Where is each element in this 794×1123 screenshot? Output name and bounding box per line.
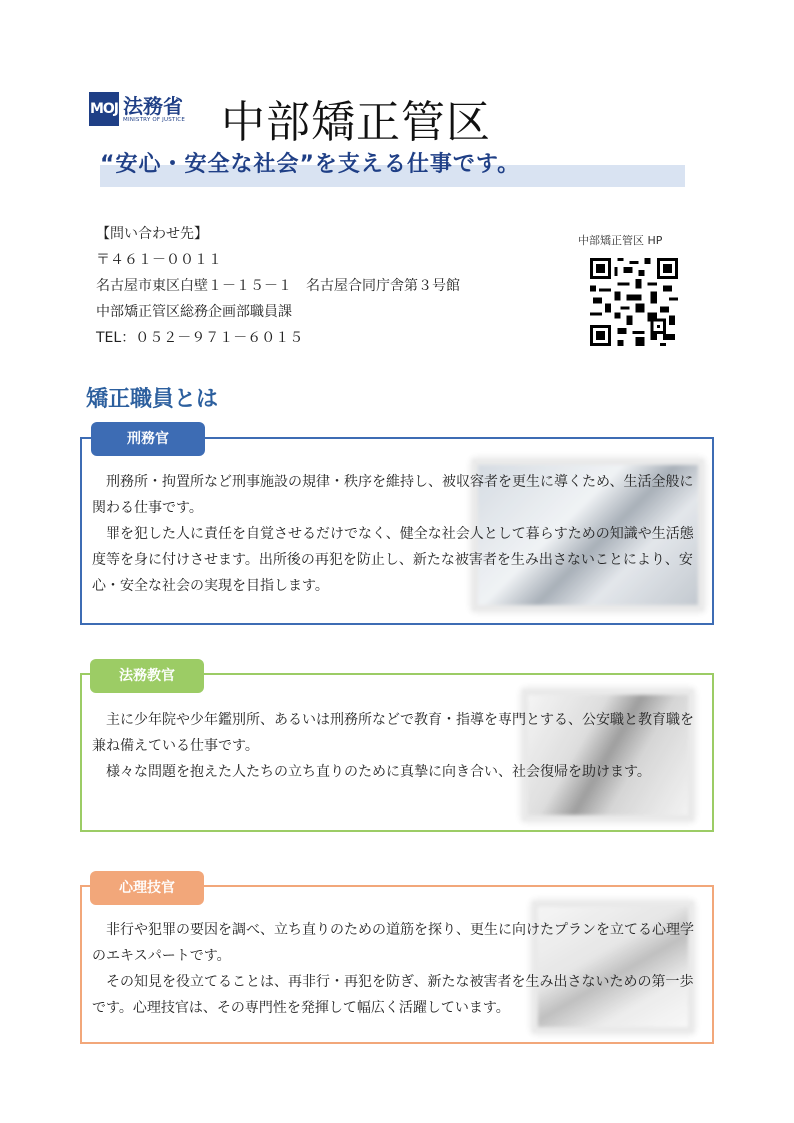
- contact-block: [96, 221, 460, 351]
- page-subtitle: “安心・安全な社会”を支える仕事です。: [100, 152, 521, 177]
- role-paragraph: 刑務所・拘置所など刑事施設の規律・秩序を維持し、被収容者を更生に導くため、生活全般に関わる仕事です。: [92, 474, 694, 516]
- moj-logo-name: 法務省: [123, 94, 183, 118]
- role-paragraph: その知見を役立てることは、再非行・再犯を防ぎ、新たな被害者を生み出さないための第一歩です。心理技官は、その専門性を発揮して幅広く活躍しています。: [92, 974, 694, 1016]
- role-paragraph: 主に少年院や少年鑑別所、あるいは刑務所などで教育・指導を専門とする、公安職と教育職を兼ね備えている仕事です。: [92, 712, 694, 754]
- moj-logo: [89, 92, 199, 130]
- moj-logo-sub: MINISTRY OF JUSTICE: [123, 117, 186, 123]
- section-heading: 矯正職員とは: [86, 387, 219, 412]
- role-tag-houmukyoukan: 法務教官: [90, 659, 204, 693]
- role-tag-keimukan: 刑務官: [91, 422, 205, 456]
- role-description-shinrigikan: [92, 917, 698, 1021]
- contact-tel: TEL：０５２－９７１－６０１５: [96, 330, 304, 346]
- role-paragraph: 様々な問題を抱えた人たちの立ち直りのために真摯に向き合い、社会復帰を助けます。: [106, 764, 651, 780]
- contact-address: 名古屋市東区白壁１－１５－１ 名古屋合同庁舎第３号館: [96, 278, 460, 294]
- role-paragraph: 非行や犯罪の要因を調べ、立ち直りのための道筋を探り、更生に向けたプランを立てる心理学のエキスパートです。: [92, 922, 694, 964]
- qr-label: 中部矯正管区 HP: [578, 234, 663, 247]
- role-tag-shinrigikan: 心理技官: [90, 871, 204, 905]
- qr-code-icon[interactable]: [590, 258, 678, 346]
- role-description-houmukyoukan: [92, 707, 698, 785]
- contact-heading: 【問い合わせ先】: [96, 226, 208, 242]
- page-title: 中部矯正管区: [221, 97, 491, 148]
- role-description-keimukan: [92, 469, 698, 599]
- moj-logo-mark: MOJ: [89, 92, 119, 126]
- contact-postal: 〒４６１－００１１: [96, 252, 222, 268]
- contact-department: 中部矯正管区総務企画部職員課: [96, 304, 292, 320]
- role-paragraph: 罪を犯した人に責任を自覚させるだけでなく、健全な社会人として暮らすための知識や生活態度等を身に付けさせます。出所後の再犯を防止し、新たな被害者を生み出さないことにより、安心・安全な社会の実現を目指します。: [92, 526, 694, 594]
